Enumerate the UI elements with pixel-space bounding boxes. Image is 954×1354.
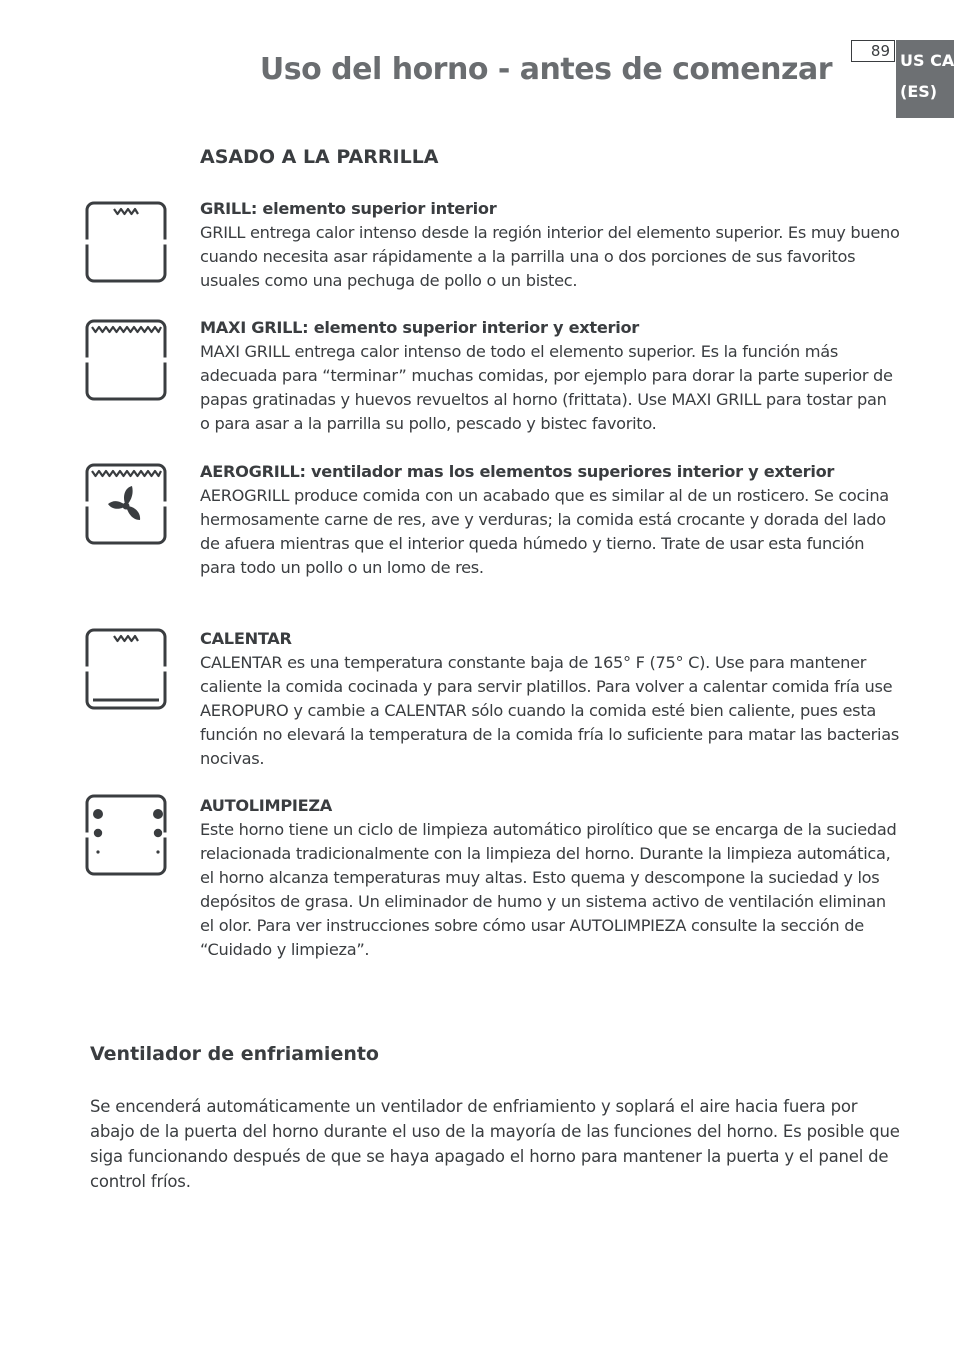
section-heading: ASADO A LA PARRILLA — [200, 146, 439, 168]
self-clean-icon — [84, 793, 168, 877]
function-description: MAXI GRILL entrega calor intenso de todo el elemento superior. Es la función más adecuada para “terminar” muchas comidas, por ejemplo para dorar la parte superior de papas gratinadas y huevos revueltos al horno (frittata). Use MAXI GRILL para tostar pan o para asar a la parrilla su pollo, pescado y bistec favorito. — [200, 342, 893, 433]
function-description: Este horno tiene un ciclo de limpieza automático pirolítico que se encarga de la suciedad relacionada tradicionalmente con la limpieza del horno. Durante la limpieza automática, el horno alcanza temperaturas muy altas. Esto quema y descompone la suciedad y los depósitos de grasa. Un eliminador de humo y un sistema activo de ventilación eliminan el olor. Para ver instrucciones sobre cómo usar AUTOLIMPIEZA consulte la sección de “Cuidado y limpieza”. — [200, 820, 897, 959]
function-description: AEROGRILL produce comida con un acabado que es similar al de un rosticero. Se cocina hermosamente carne de res, ave y verduras; la comida está crocante y dorada del lado de afuera mientras que el interior queda húmedo y tierno. Trate de usar esta función para todo un pollo o un lomo de res. — [200, 486, 889, 577]
function-description: CALENTAR es una temperatura constante baja de 165° F (75° C). Use para mantener caliente la comida cocinada y para servir platillos. Para volver a calentar comida fría use AEROPURO y cambie a CALENTAR sólo cuando la comida esté bien caliente, pues esta función no elevará la temperatura de la comida fría lo suficiente para matar las bacterias nocivas. — [200, 653, 899, 768]
region-label-language: (ES) — [900, 82, 938, 101]
cooling-fan-text: Se encenderá automáticamente un ventilador de enfriamiento y soplará el aire hacia fuera por abajo de la puerta del horno durante el uso de la mayoría de las funciones del horno. Es posible que siga funcionando después de que se haya apagado el horno para mantener la puerta y el panel de control fríos. — [90, 1097, 900, 1191]
aerogrill-icon — [84, 462, 168, 546]
page-title: Uso del horno - antes de comenzar — [259, 52, 832, 88]
function-title: AUTOLIMPIEZA — [200, 796, 333, 815]
function-aerogrill — [200, 460, 900, 580]
region-tab — [896, 40, 954, 118]
fan-icon — [108, 486, 140, 520]
warm-icon — [84, 627, 168, 711]
maxi-grill-icon — [84, 318, 168, 402]
function-self-clean — [200, 794, 900, 962]
function-warm — [200, 627, 900, 771]
function-grill — [200, 197, 900, 293]
cooling-fan-heading: Ventilador de enfriamiento — [90, 1043, 379, 1065]
function-title: GRILL: elemento superior interior — [200, 199, 497, 218]
grill-icon — [84, 200, 168, 284]
function-description: GRILL entrega calor intenso desde la región interior del elemento superior. Es muy bueno cuando necesita asar rápidamente a la parrilla una o dos porciones de sus favoritos usuales como una pechuga de pollo o un bistec. — [200, 223, 900, 290]
function-title: CALENTAR — [200, 629, 292, 648]
function-maxi-grill — [200, 316, 900, 436]
region-label-country: US CA — [900, 51, 954, 70]
function-title: MAXI GRILL: elemento superior interior y exterior — [200, 318, 639, 337]
function-title: AEROGRILL: ventilador mas los elementos superiores interior y exterior — [200, 462, 835, 481]
page-number: 89 — [851, 40, 895, 62]
